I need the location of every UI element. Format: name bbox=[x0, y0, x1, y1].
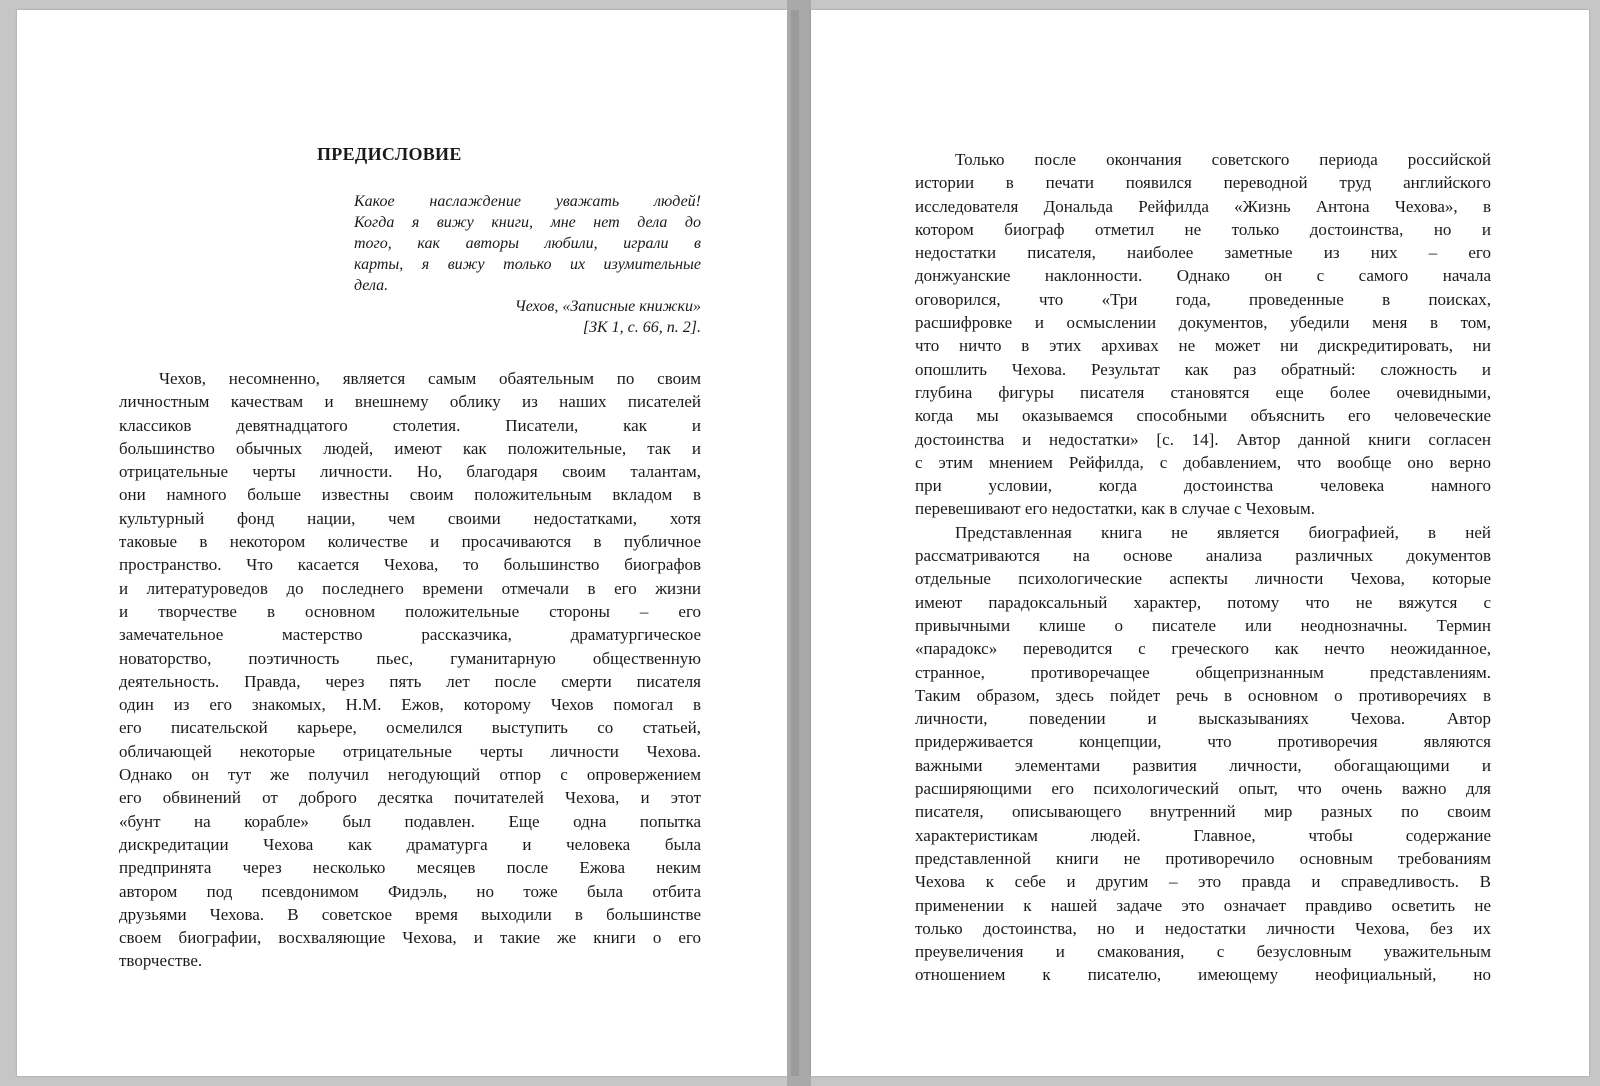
text-line: отрицательные черты личности. Но, благодаря своим талантам, bbox=[119, 462, 701, 482]
text-line: таковые в некотором количестве и просачиваются в публичное bbox=[119, 532, 701, 552]
epigraph-line: карты, я вижу только их изумительные bbox=[354, 256, 701, 273]
text-line: его писательской карьере, осмелился выступить со статьей, bbox=[119, 718, 701, 738]
text-line: творчестве. bbox=[119, 951, 203, 971]
text-line: оговорился, что «Три года, проведенные в поисках, bbox=[915, 289, 1491, 309]
text-line: обличающей некоторые отрицательные черты личности Чехова. bbox=[119, 741, 701, 761]
text-line: деятельность. Правда, через пять лет после смерти писателя bbox=[119, 671, 701, 691]
text-line: Представленная книга не является биографией, в ней bbox=[955, 522, 1491, 542]
text-line: новаторство, поэтичность пьес, гуманитарную общественную bbox=[119, 648, 701, 668]
text-line: один из его знакомых, Н.М. Ежов, которому Чехов помогал в bbox=[119, 695, 701, 715]
text-line: применении к нашей задаче это означает правдиво осветить не bbox=[915, 895, 1491, 915]
text-line: при условии, когда достоинства человека намного bbox=[915, 476, 1491, 496]
text-line: отношением к писателю, имеющему неофициальный, но bbox=[915, 965, 1491, 985]
text-line: истории в печати появился переводной труд английского bbox=[915, 173, 1491, 193]
text-line: с этим мнением Рейфилда, с добавлением, что вообще оно верно bbox=[915, 452, 1491, 472]
text-line: преувеличения и смакования, с безусловным уважительным bbox=[915, 942, 1491, 962]
text-line: культурный фонд нации, чем своими недостатками, хотя bbox=[119, 508, 701, 528]
text-line: его обвинений от доброго десятка почитателей Чехова, и этот bbox=[119, 788, 701, 808]
page-right bbox=[811, 10, 1589, 1076]
page-left bbox=[17, 10, 787, 1076]
text-line: когда мы оказываемся способными объяснить его человеческие bbox=[915, 406, 1491, 426]
text-line: перевешивают его недостатки, как в случае с Чеховым. bbox=[915, 499, 1315, 519]
text-line: большинство обычных людей, имеют как положительные, так и bbox=[119, 438, 701, 458]
epigraph-reference: [ЗК 1, с. 66, п. 2]. bbox=[582, 319, 701, 336]
body-text bbox=[915, 148, 1491, 987]
text-line: и литературоведов до последнего времени отмечали в его жизни bbox=[119, 578, 701, 598]
text-line: расширяющими его психологический опыт, что очень важно для bbox=[915, 779, 1491, 799]
epigraph-line: того, как авторы любили, играли в bbox=[354, 235, 701, 252]
body-text bbox=[119, 367, 701, 973]
text-line: важными элементами развития личности, обогащающими и bbox=[915, 755, 1491, 775]
text-line: опошлить Чехова. Результат как раз обратный: сложность и bbox=[915, 359, 1491, 379]
text-line: классиков девятнадцатого столетия. Писатели, как и bbox=[119, 415, 701, 435]
page-gutter bbox=[787, 0, 811, 1086]
text-line: отдельные психологические аспекты личности Чехова, которые bbox=[915, 569, 1491, 589]
epigraph-line: дела. bbox=[354, 277, 389, 294]
text-line: Таким образом, здесь пойдет речь в основном о противоречиях в bbox=[915, 685, 1491, 705]
text-line: глубина фигуры писателя становятся еще более очевидными, bbox=[915, 382, 1491, 402]
text-line: «бунт на корабле» был подавлен. Еще одна попытка bbox=[119, 811, 701, 831]
text-line: Чехова к себе и другим – это правда и справедливость. В bbox=[915, 872, 1491, 892]
text-line: предпринята через несколько месяцев после Ежова неким bbox=[119, 858, 701, 878]
text-line: Чехов, несомненно, является самым обаятельным по своим bbox=[159, 369, 701, 388]
text-line: они намного больше известны своим положительным вкладом в bbox=[119, 485, 701, 505]
text-line: писателя, описывающего внутренний мир разных по своим bbox=[915, 802, 1491, 822]
text-line: характеристикам людей. Главное, чтобы содержание bbox=[915, 825, 1491, 845]
text-line: недостатки писателя, наиболее заметные из них – его bbox=[915, 243, 1491, 263]
text-line: рассматриваются на основе анализа различных документов bbox=[915, 546, 1491, 566]
text-line: только достоинства, но и недостатки личности Чехова, без их bbox=[915, 918, 1491, 938]
text-line: личностным качествам и внешнему облику из наших писателей bbox=[119, 392, 701, 412]
text-line: донжуанские наклонности. Однако он с самого начала bbox=[915, 266, 1491, 286]
text-line: и творчестве в основном положительные стороны – его bbox=[119, 601, 701, 621]
text-line: расшифровке и осмыслении документов, убедили меня в том, bbox=[915, 313, 1491, 333]
text-line: исследователя Дональда Рейфилда «Жизнь Антона Чехова», в bbox=[915, 196, 1491, 216]
text-line: автором под псевдонимом Фидэль, но тоже была отбита bbox=[119, 881, 701, 901]
text-line: своем биографии, восхваляющие Чехова, и такие же книги о его bbox=[119, 928, 701, 948]
text-line: представленной книги не противоречило основным требованиям bbox=[915, 848, 1491, 868]
text-line: Только после окончания советского периода российской bbox=[955, 150, 1491, 169]
text-line: «парадокс» переводится с греческого как нечто неожиданное, bbox=[915, 639, 1491, 659]
text-line: достоинства и недостатки» [с. 14]. Автор данной книги согласен bbox=[915, 429, 1491, 449]
text-line: пространство. Что касается Чехова, то большинство биографов bbox=[119, 555, 701, 575]
text-line: привычными клише о писателе или неоднозначны. Термин bbox=[915, 615, 1491, 635]
text-line: дискредитации Чехова как драматурга и человека была bbox=[119, 834, 701, 854]
text-line: придерживается концепции, что противоречия являются bbox=[915, 732, 1491, 752]
text-line: Однако он тут же получил негодующий отпор с опровержением bbox=[119, 765, 701, 785]
text-line: что ничто в этих архивах не может ни дискредитировать, ни bbox=[915, 336, 1491, 356]
text-line: имеют парадоксальный характер, потому что не вяжутся с bbox=[915, 592, 1491, 612]
page-heading: ПРЕДИСЛОВИЕ bbox=[317, 144, 462, 164]
text-line: котором биограф отметил не только достоинства, но и bbox=[915, 219, 1491, 239]
epigraph-line: Когда я вижу книги, мне нет дела до bbox=[354, 214, 701, 231]
text-line: личности, поведении и высказываниях Чехова. Автор bbox=[915, 709, 1491, 729]
epigraph bbox=[354, 191, 701, 338]
text-line: друзьями Чехова. В советское время выходили в большинстве bbox=[119, 904, 701, 924]
epigraph-source: Чехов, «Записные книжки» bbox=[514, 298, 701, 315]
epigraph-line: Какое наслаждение уважать людей! bbox=[354, 193, 701, 210]
text-line: странное, противоречащее общепризнанным представлениям. bbox=[915, 662, 1491, 682]
text-line: замечательное мастерство рассказчика, драматургическое bbox=[119, 625, 701, 645]
